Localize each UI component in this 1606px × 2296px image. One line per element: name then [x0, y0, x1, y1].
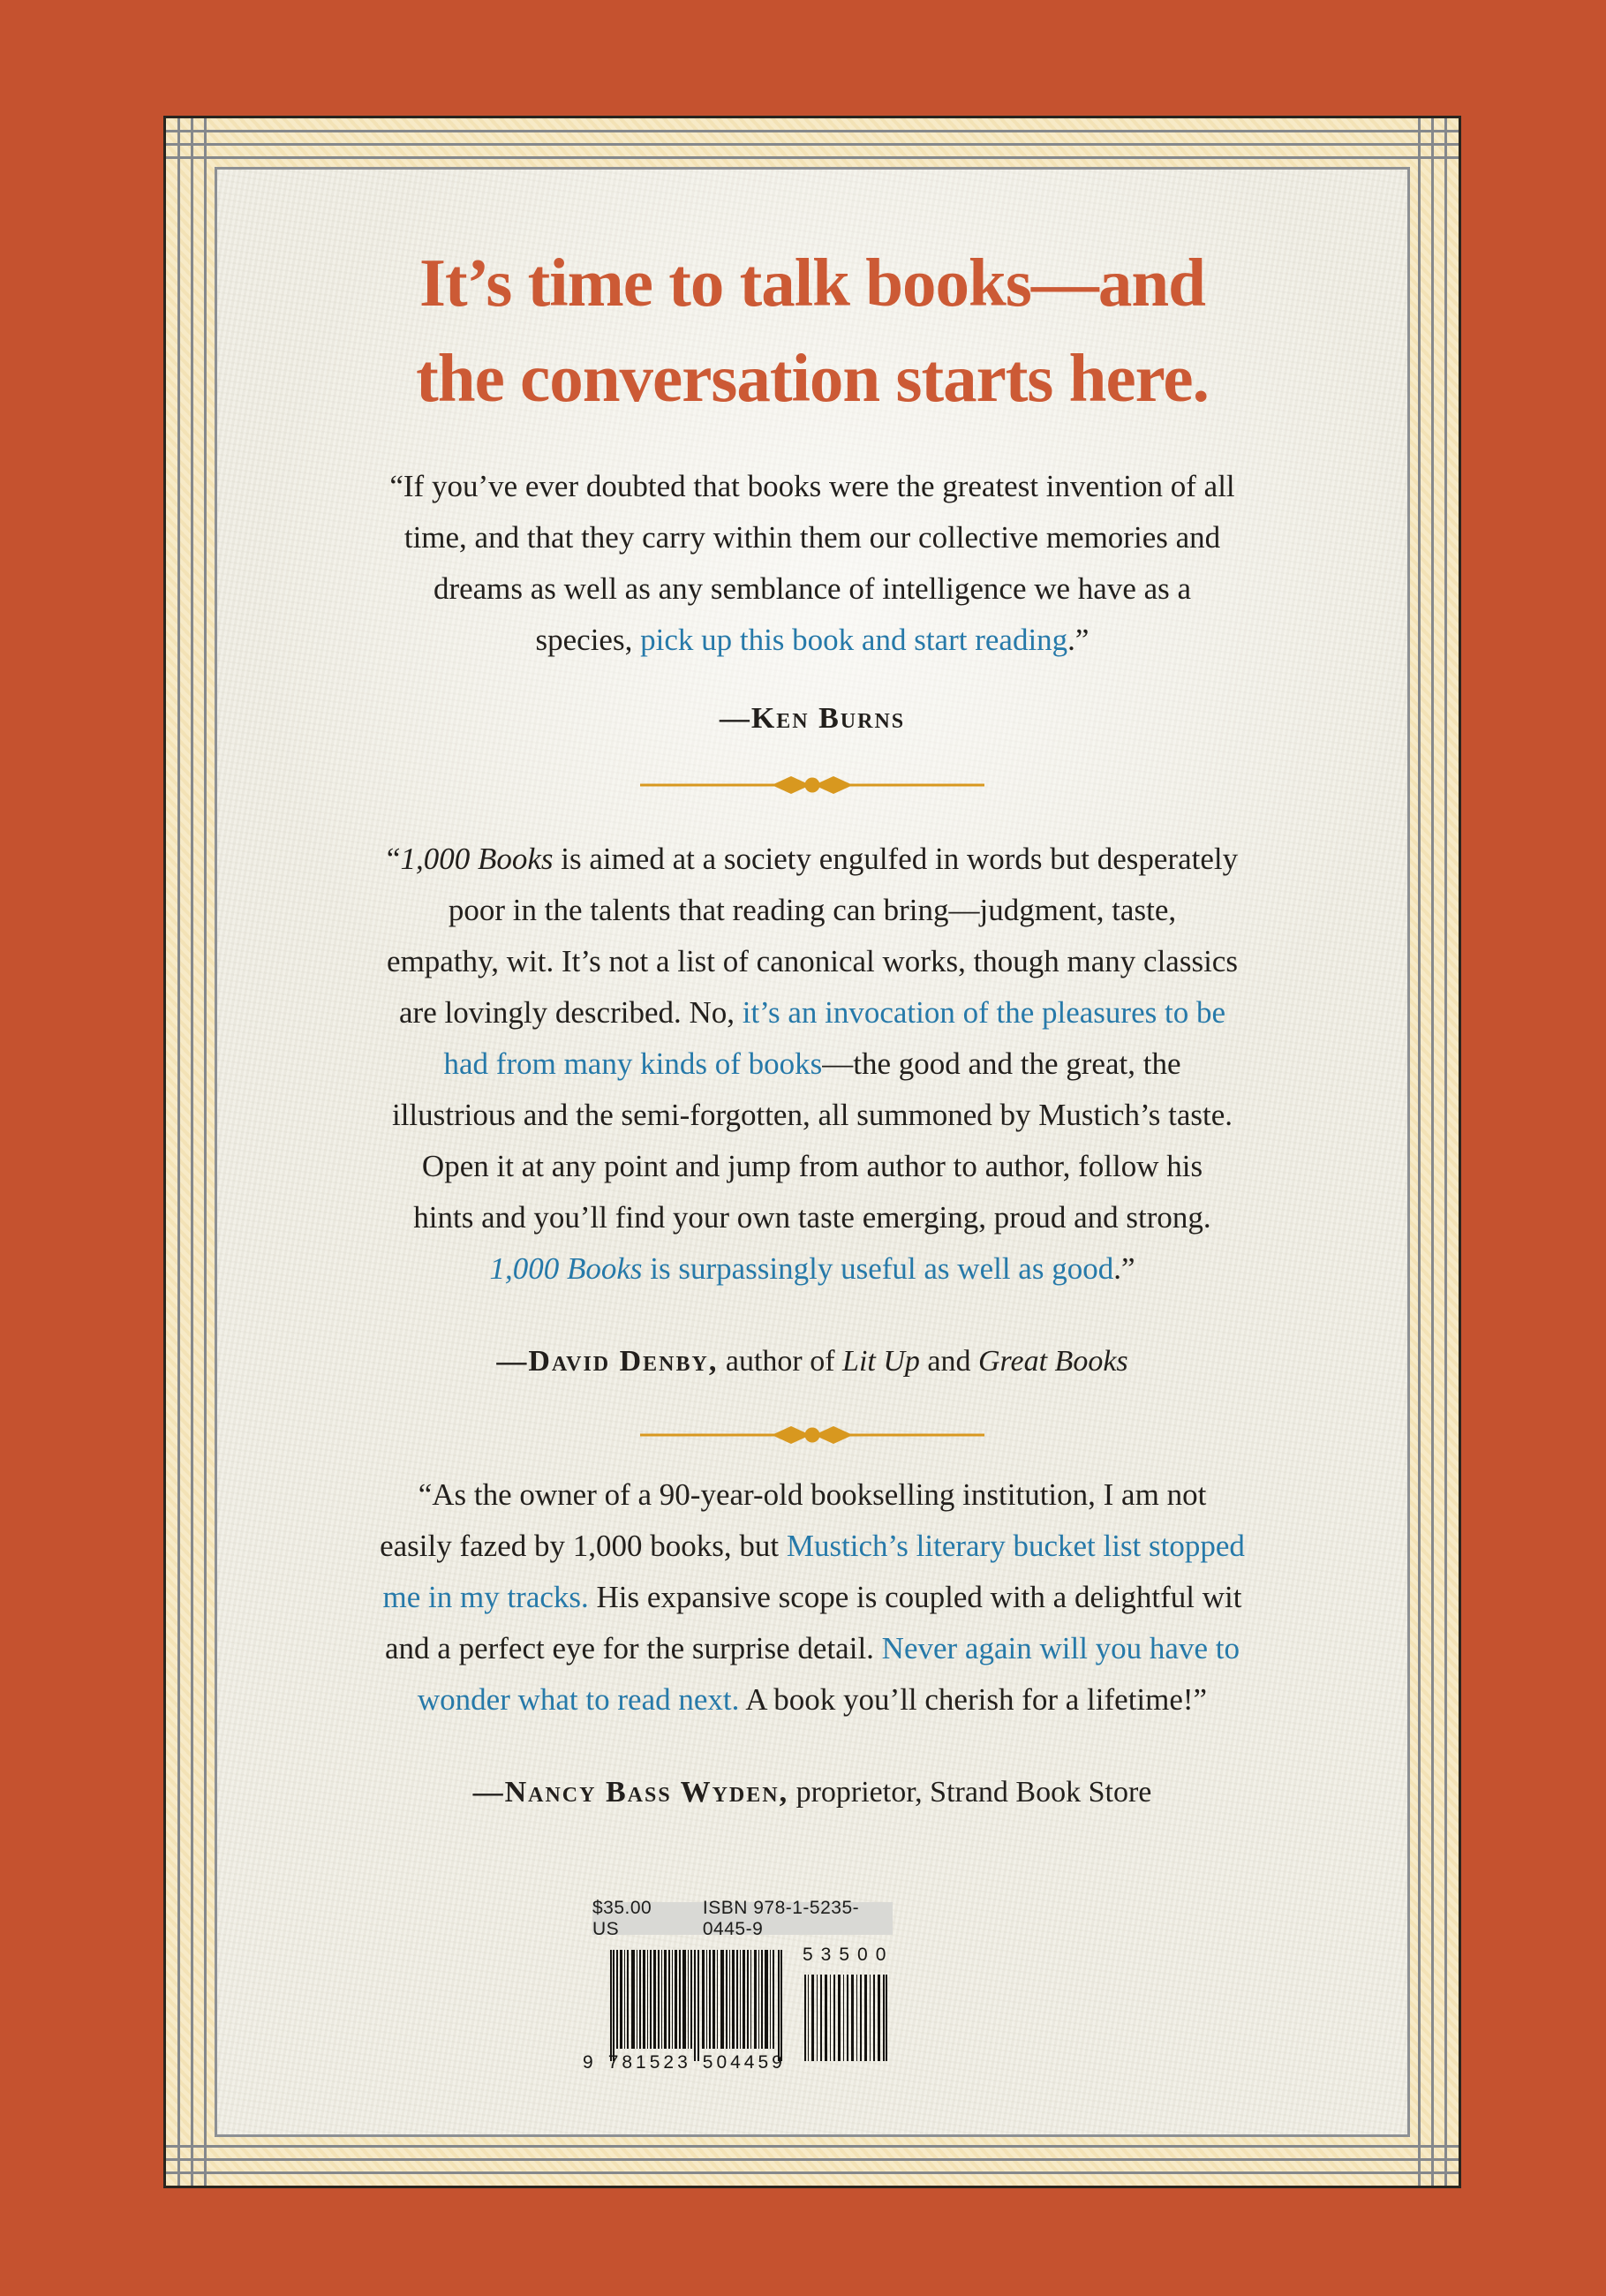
- text-segment: are lovingly described. No,: [399, 995, 743, 1030]
- quote-line: [217, 512, 1407, 563]
- quote-david-denby: [217, 834, 1407, 1295]
- price-label: $35.00 US: [592, 1897, 652, 1939]
- frame-rule: [166, 156, 1459, 159]
- text-segment: .”: [1067, 623, 1090, 657]
- ean-group-2: 504459: [702, 2052, 786, 2073]
- attribution-nancy-bass-wyden: [217, 1773, 1407, 1812]
- isbn-label: ISBN 978-1-5235-0445-9: [702, 1897, 860, 1939]
- frame-rule: [166, 130, 1459, 132]
- ean-digits: [583, 2052, 803, 2075]
- headline-line-1: It’s time to talk books—and: [419, 245, 1205, 321]
- quote-line: [217, 936, 1407, 987]
- frame-rule: [1444, 118, 1447, 2186]
- quote-line: [217, 1243, 1407, 1295]
- price-isbn-strip: [592, 1897, 893, 1939]
- text-segment: illustrious and the semi-forgotten, all summoned by Mustich’s taste.: [391, 1098, 1233, 1132]
- quote-line: [217, 1521, 1407, 1572]
- text-segment: A book you’ll cherish for a lifetime!”: [739, 1682, 1208, 1717]
- text-segment: “As the owner of a 90-year-old bookselling institution, I am not: [418, 1477, 1207, 1512]
- attribution-work: Great Books: [978, 1345, 1128, 1378]
- frame-rule: [166, 2145, 1459, 2148]
- text-segment-blue: is surpassingly useful as well as good: [642, 1251, 1114, 1286]
- attribution-name: —Ken Burns: [719, 702, 906, 735]
- text-segment: “: [386, 842, 401, 876]
- text-segment-italic: 1,000 Books: [400, 842, 554, 876]
- quote-line: [217, 1623, 1407, 1674]
- quote-line: [217, 834, 1407, 885]
- text-segment-blue: wonder what to read next.: [417, 1682, 740, 1717]
- text-segment: empathy, wit. It’s not a list of canonical works, though many classics: [387, 944, 1238, 978]
- text-segment-blue: Never again will you have to: [881, 1631, 1240, 1665]
- frame-rule: [166, 143, 1459, 146]
- text-segment: and a perfect eye for the surprise detail.: [385, 1631, 882, 1665]
- cover-panel: [215, 167, 1410, 2137]
- text-segment: —the good and the great, the: [822, 1046, 1181, 1081]
- ean-group-1: 781523: [607, 2052, 691, 2073]
- quote-line: [217, 987, 1407, 1038]
- quote-line: [217, 1469, 1407, 1521]
- attribution-ken-burns: [217, 699, 1407, 738]
- headline: [217, 235, 1407, 426]
- text-segment: Open it at any point and jump from author to author, follow his: [421, 1149, 1203, 1183]
- quote-line: [217, 1141, 1407, 1192]
- text-segment: hints and you’ll find your own taste emerging, proud and strong.: [413, 1200, 1211, 1235]
- addon-digits: 53500: [803, 1945, 894, 1965]
- frame-rule: [1418, 118, 1421, 2186]
- text-segment-blue: Mustich’s literary bucket list stopped: [786, 1529, 1245, 1563]
- text-segment-blue: had from many kinds of books: [443, 1046, 823, 1081]
- quote-line: [217, 1090, 1407, 1141]
- quote-line: [217, 461, 1407, 512]
- headline-line-2: the conversation starts here.: [416, 340, 1209, 416]
- attribution-role: proprietor, Strand Book Store: [788, 1776, 1152, 1809]
- text-segment-blue: pick up this book and start reading: [640, 623, 1068, 657]
- attribution-name: —Nancy Bass Wyden,: [472, 1776, 789, 1809]
- ean-first-digit: 9: [583, 2052, 597, 2073]
- quote-line: [217, 1572, 1407, 1623]
- quote-line: [217, 1038, 1407, 1090]
- text-segment: .”: [1113, 1251, 1135, 1286]
- text-segment: poor in the talents that reading can bring—judgment, taste,: [448, 893, 1177, 927]
- text-segment-blue-italic: 1,000 Books: [489, 1251, 643, 1286]
- text-segment: is aimed at a society engulfed in words but desperately: [553, 842, 1239, 876]
- frame-rule: [1431, 118, 1434, 2186]
- quote-line: [217, 1192, 1407, 1243]
- quote-line: [217, 615, 1407, 666]
- attribution-role: author of: [718, 1345, 843, 1378]
- frame-rule: [166, 2158, 1459, 2161]
- text-segment: time, and that they carry within them our collective memories and: [403, 520, 1221, 555]
- attribution-work: Lit Up: [842, 1345, 920, 1378]
- quote-line: [217, 563, 1407, 615]
- frame-rule: [166, 2171, 1459, 2174]
- quote-nancy-bass-wyden: [217, 1469, 1407, 1726]
- quote-ken-burns: [217, 461, 1407, 666]
- text-segment-blue: me in my tracks.: [382, 1580, 589, 1614]
- text-segment: His expansive scope is coupled with a delightful wit: [588, 1580, 1242, 1614]
- text-segment: “If you’ve ever doubted that books were the greatest invention of all: [389, 469, 1235, 503]
- addon-barcode: [804, 1975, 887, 2061]
- divider-ornament-icon: [640, 1422, 984, 1448]
- frame-rule: [177, 118, 180, 2186]
- divider-ornament-icon: [640, 772, 984, 798]
- attribution-name: —David Denby,: [496, 1345, 719, 1378]
- quote-line: [217, 1674, 1407, 1726]
- text-segment: easily fazed by 1,000 books, but: [380, 1529, 787, 1563]
- text-segment-blue: it’s an invocation of the pleasures to be: [742, 995, 1225, 1030]
- text-segment: species,: [535, 623, 641, 657]
- attribution-conjunction: and: [919, 1345, 978, 1378]
- attribution-david-denby: [217, 1342, 1407, 1381]
- ean-barcode: [610, 1950, 782, 2061]
- frame-rule: [191, 118, 193, 2186]
- decorative-frame: [163, 116, 1461, 2188]
- quote-line: [217, 885, 1407, 936]
- frame-rule: [204, 118, 207, 2186]
- text-segment: dreams as well as any semblance of intelligence we have as a: [433, 571, 1192, 606]
